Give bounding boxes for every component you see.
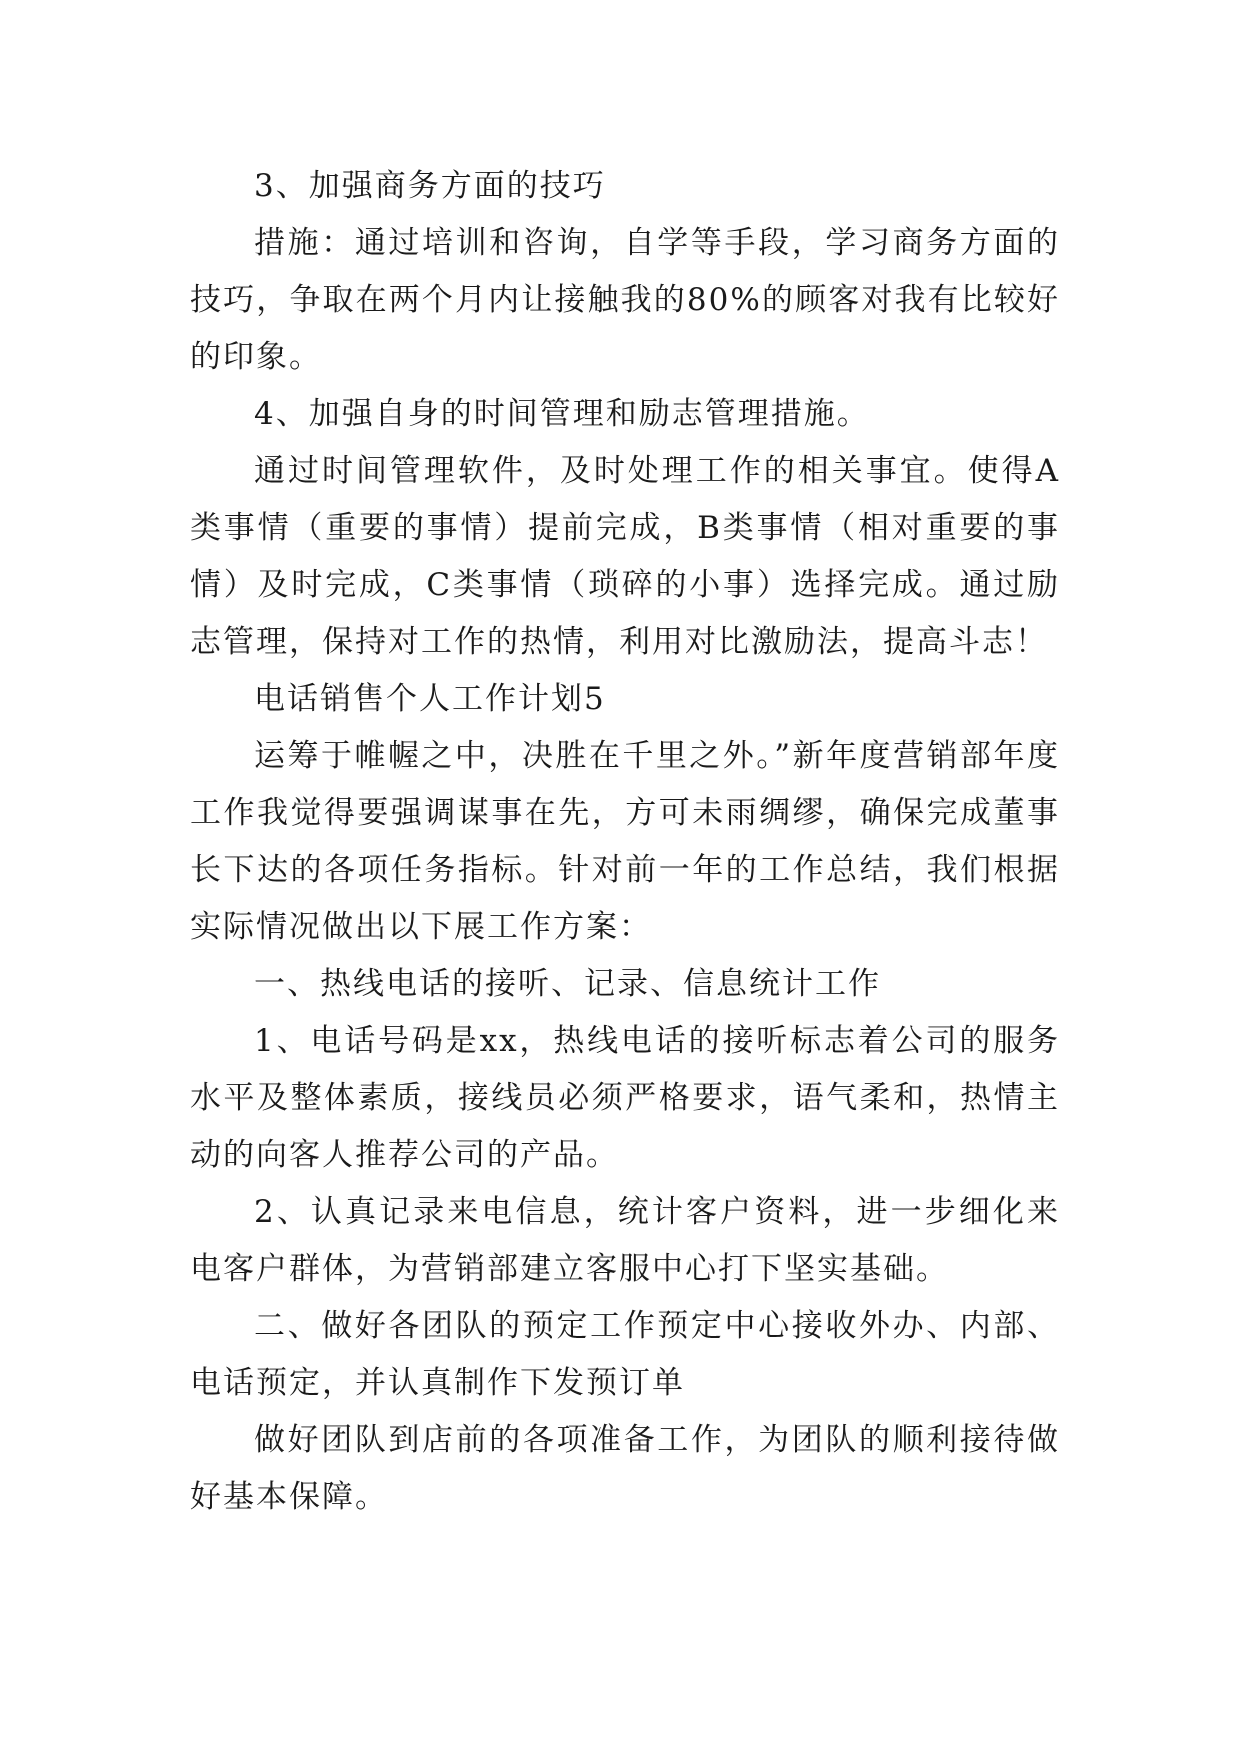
section-heading-time-management: 4、加强自身的时间管理和励志管理措施。 (254, 396, 870, 432)
document-body (190, 158, 1060, 1526)
section-heading-business-skills: 3、加强商务方面的技巧 (254, 168, 606, 204)
paragraph-phone-number: 1、电话号码是xx，热线电话的接听标志着公司的服务水平及整体素质，接线员必须严格要求，语气柔和，热情主动的向客人推荐公司的产品。 (190, 1023, 1060, 1173)
paragraph-measures: 措施：通过培训和咨询，自学等手段，学习商务方面的技巧，争取在两个月内让接触我的80%的顾客对我有比较好的印象。 (190, 225, 1060, 375)
section-title-plan-5: 电话销售个人工作计划5 (254, 681, 606, 717)
paragraph-time-management: 通过时间管理软件，及时处理工作的相关事宜。使得A类事情（重要的事情）提前完成，B类事情（相对重要的事情）及时完成，C类事情（琐碎的小事）选择完成。通过励志管理，保持对工作的热情，利用对比激励法，提高斗志！ (190, 453, 1060, 660)
paragraph-record-calls: 2、认真记录来电信息，统计客户资料，进一步细化来电客户群体，为营销部建立客服中心打下坚实基础。 (190, 1194, 1060, 1287)
section-heading-team-booking: 二、做好各团队的预定工作预定中心接收外办、内部、电话预定，并认真制作下发预订单 (190, 1308, 1060, 1401)
paragraph-intro: 运筹于帷幄之中，决胜在千里之外。”新年度营销部年度工作我觉得要强调谋事在先，方可未雨绸缪，确保完成董事长下达的各项任务指标。针对前一年的工作总结，我们根据实际情况做出以下展工作方案： (190, 738, 1060, 945)
section-heading-hotline: 一、热线电话的接听、记录、信息统计工作 (254, 966, 881, 1002)
paragraph-team-preparation: 做好团队到店前的各项准备工作，为团队的顺利接待做好基本保障。 (190, 1422, 1060, 1515)
